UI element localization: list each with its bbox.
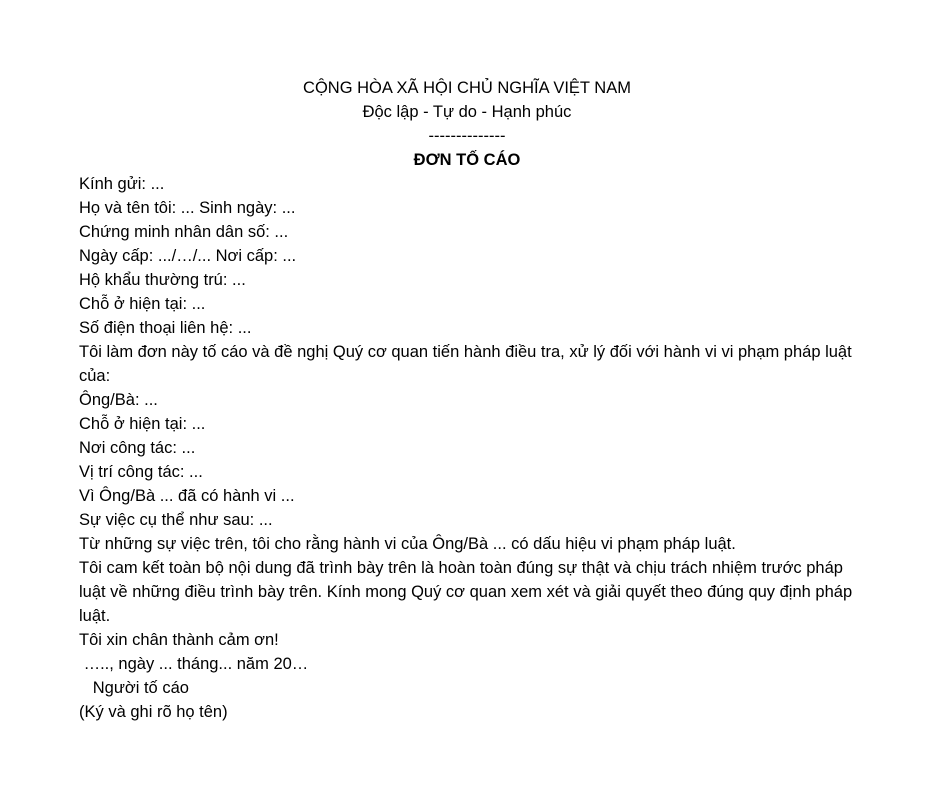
recipient-line: Kính gửi: ... — [79, 175, 165, 193]
date-line: ….., ngày ... tháng... năm 20… — [79, 655, 309, 673]
accused-name-line: Ông/Bà: ... — [79, 391, 158, 409]
complaint-letter — [79, 76, 859, 724]
reason-line: Vì Ông/Bà ... đã có hành vi ... — [79, 487, 295, 505]
accused-residence-line: Chỗ ở hiện tại: ... — [79, 415, 206, 433]
thanks-line: Tôi xin chân thành cảm ơn! — [79, 631, 279, 649]
request-paragraph: Tôi làm đơn này tố cáo và đề nghị Quý cơ quan tiến hành điều tra, xử lý đối với hành vi vi phạm pháp luật của: — [79, 343, 857, 385]
commitment-paragraph: Tôi cam kết toàn bộ nội dung đã trình bày trên là hoàn toàn đúng sự thật và chịu trách nhiệm trước pháp luật về những điều trình bày trên. Kính mong Quý cơ quan xem xét và giải quyết theo đúng quy định pháp luật. — [79, 559, 857, 625]
signer-label: Người tố cáo — [79, 679, 189, 697]
nation-heading: CỘNG HÒA XÃ HỘI CHỦ NGHĨA VIỆT NAM — [303, 79, 631, 97]
conclusion-line: Từ những sự việc trên, tôi cho rằng hành vi của Ông/Bà ... có dấu hiệu vi phạm pháp luật. — [79, 535, 736, 553]
accused-position-line: Vị trí công tác: ... — [79, 463, 203, 481]
name-birth-line: Họ và tên tôi: ... Sinh ngày: ... — [79, 199, 296, 217]
current-residence-line: Chỗ ở hiện tại: ... — [79, 295, 206, 313]
permanent-residence-line: Hộ khẩu thường trú: ... — [79, 271, 246, 289]
accused-workplace-line: Nơi công tác: ... — [79, 439, 196, 457]
motto-heading: Độc lập - Tự do - Hạnh phúc — [362, 103, 572, 121]
details-line: Sự việc cụ thể như sau: ... — [79, 511, 273, 529]
document-title: ĐƠN TỐ CÁO — [413, 151, 521, 169]
signature-note: (Ký và ghi rõ họ tên) — [79, 703, 228, 721]
id-number-line: Chứng minh nhân dân số: ... — [79, 223, 289, 241]
heading-separator: -------------- — [428, 127, 506, 145]
phone-line: Số điện thoại liên hệ: ... — [79, 319, 252, 337]
issue-date-place-line: Ngày cấp: .../…/... Nơi cấp: ... — [79, 247, 297, 265]
